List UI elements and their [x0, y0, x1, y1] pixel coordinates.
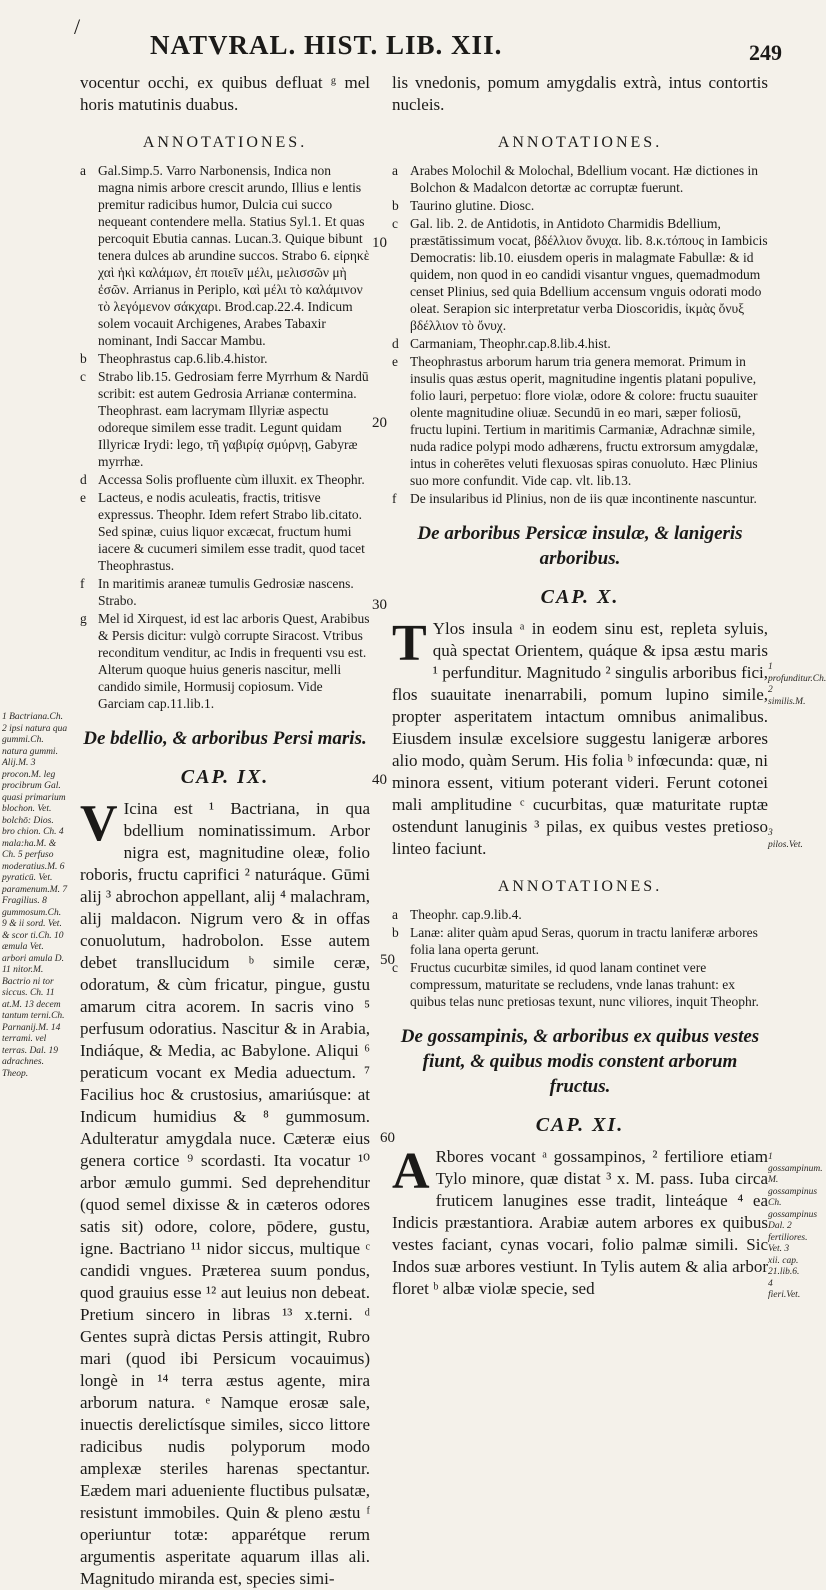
right-margin-notes-bottom: 1 gossampinum. M. gossampinus Ch. gossampinus Dal. 2 fertiliores. Vet. 3 xii. cap. 21.lib.6. 4 fieri.Vet.	[768, 1152, 823, 1300]
line-number: 60	[380, 1130, 395, 1146]
right-column	[392, 72, 768, 1300]
annotation-item: c Gal. lib. 2. de Antidotis, in Antidoto Charmidis Bdellium, præstātissimum vocat, βδέλλιον ὄνυχα. lib. 8.κ.τόπους in Iambicis Democratis: lib.10. eiusdem operis in malagmate Fabullæ: & id quidem, non quod in eo candidi visantur vngues, quemadmodum censet Plinius, sed quia Bdellium accensum vnguis odorati modo oleat. Serapion sic interpretatur verba Dioscoridis, ἰκμὰς ὄνυξ βδέλλιον τὸ ὄνυχ.	[392, 216, 768, 333]
annotation-item: a Gal.Simp.5. Varro Narbonensis, Indica non magna nimis arbore crescit arundo, Illius e lentis premitur radicibus humor, Dulcia cui succo nequeant contendere mella. Statius Syl.1. Et quas percoquit Ebutia cannas. Lucan.3. Quique bibunt tenera dulces ab arundine succos. Strabo 6. εἰρηκὲ χαὶ ἡκὶ καλάμων, ἐπ ποιεῖν μέλι, μελισσῶν μὴ ἐσῶν. Arrianus in Periplo, καὶ μέλι τὸ καλάμινον τὸ λεγόμενον σάκχαρι. Brod.cap.22.4. Indicum solem vocauit Archigenes, Arabes Tabaxir nominant, Indi Saccar Mambu.	[80, 163, 370, 348]
running-head: NATVRAL. HIST. LIB. XII.	[150, 30, 503, 60]
left-annotations-header: ANNOTATIONES.	[142, 134, 308, 151]
annotation-item: d Accessa Solis profluente cùm illuxit. ex Theophr.	[80, 472, 365, 487]
folio-number: 249	[749, 40, 782, 65]
left-opening-text: vocentur occhi, ex quibus defluat ᵍ mel horis matutinis duabus.	[80, 73, 370, 114]
annotation-item: d Carmaniam, Theophr.cap.8.lib.4.hist.	[392, 336, 611, 351]
chapter-xi-number: CAP. XI.	[535, 1114, 625, 1136]
left-margin-notes: 1 Bactriana.Ch. 2 ipsi natura qua gummi.Ch. natura gummi. Alij.M. 3 procon.M. leg procibrum Gal. quasi primarium blochon. Vet. bolchō: Dios. bro chion. Ch. 4 mala:ha.M. & Ch. 5 perfuso moderatius.M. 6 pyraticū. Vet. paramenum.M. 7 Fragilius. 8 gummosum.Ch. 9 & ii sord. Vet. & scor ti.Ch. 10 æmula Vet. arbori amula D. 11 nitor.M. Bactrio ni tor siccus. Ch. 11 at.M. 13 decem tantum terni.Ch. Parnanij.M. 14 terrami. vel terras. Dal. 19 adrachnes. Theop.	[2, 712, 68, 1079]
drop-cap: T	[392, 615, 427, 672]
annotation-item: f De insularibus id Plinius, non de iis quæ incontinente nascuntur.	[392, 491, 757, 506]
annotation-item: b Taurino glutine. Diosc.	[392, 198, 535, 213]
line-number: 40	[372, 772, 387, 788]
chapter-x-title: De arboribus Persicæ insulæ, & lanigeris arboribus.	[417, 523, 743, 569]
right-annotations-header: ANNOTATIONES.	[497, 134, 663, 151]
chapter-xi-body: A Rbores vocant ᵃ gossampinos, ² fertiliore etiam Tylo minore, quæ distat ³ x. M. pass. Iuba circa fruticem lanugines esse tradit, linteáque ⁴ ea Indicis præstantiora. Arabiæ autem arbores ex quibus vestes faciant, cynas vocari, folio palmæ simili. Sic Indos suæ arbores vestiunt. In Tylis autem & alia arbor floret ᵇ albæ violæ specie, sed	[392, 1143, 768, 1298]
annotation-item: a Arabes Molochil & Molochal, Bdellium vocant. Hæ dictiones in Bolchon & Madalcon detortæ ac corruptæ fuerunt.	[392, 163, 758, 195]
right-opening-text: lis vnedonis, pomum amygdalis extrà, intus contortis nucleis.	[392, 73, 768, 114]
right-annotations-list	[392, 162, 768, 507]
annotation-item: e Theophrastus arborum harum tria genera memorat. Primum in insulis quas æstus operit, magnitudine ingentis platani populive, folio lauri, perpetuo: flore violæ, odore & colore: fructu suauiter olente magnitudine oliuæ. Secundū in eo mari, sæper foliosū, fructu lupini. Tertium in maritimis Carmaniæ, Adrachnæ simile, nuda radice polypi modo adhærens, fructu extrorsum amygdalæ, intus in coherētes veluti flexuosas spiras conuoluto. Hæc Plinius suo more confundit. Vide cap. vlt. lib.13.	[392, 354, 759, 488]
annotation-item: b Lanæ: aliter quàm apud Seras, quorum in tractu laniferæ arbores folia lana operta gerunt.	[392, 925, 758, 957]
right-margin-notes-top: 1 profunditur.Ch. 2 similis.M.	[768, 662, 826, 707]
left-annotations-list	[80, 162, 370, 712]
chapter-ix-number: CAP. IX.	[180, 766, 270, 788]
line-number: 20	[372, 415, 387, 431]
line-number: 30	[372, 597, 387, 613]
chapter-x-body: T Ylos insula ᵃ in eodem sinu est, repleta syluis, quà spectat Orientem, quáque & ipsa æstu maris ¹ perfunditur. Magnitudo ² singulis arboribus fici, flos suauitate inenarrabili, pomum lupino simile, propter asperitatem intactum omnibus animalibus. Eiusdem insulæ excelsiore suggestu lanigeræ arbores alio modo, quàm Serum. His folia ᵇ infœcunda: quæ, ni minora essent, vitium poterant videri. Ferunt cotonei mali amplitudine ᶜ cucurbitas, quæ maturitate ruptæ ostendunt lanuginis ³ pilas, ex quibus vestes pretioso linteo faciunt.	[392, 615, 768, 858]
annotation-item: g Mel id Xirquest, id est lac arboris Quest, Arabibus & Persis dicitur: vulgò corrupte Siracost. Vtribus reconditum venditur, ac Indis in frequenti vsu est. Alterum quoque huius generis nascitur, melli candido simile, Hormusij copiosum. Vide Garciam cap.11.lib.1.	[80, 611, 370, 711]
annotation-item: c Fructus cucurbitæ similes, id quod lanam continet vere compressum, maturitate se recludens, vnde lanas trahunt: ex quibus telas nunc pretiosas texunt, nunc viliores, inquit Theophr.	[392, 960, 759, 1009]
line-number: 50	[380, 952, 395, 968]
annotation-item: a Theophr. cap.9.lib.4.	[392, 907, 522, 922]
drop-cap: V	[80, 795, 118, 852]
annotation-item: c Strabo lib.15. Gedrosiam ferre Myrrhum & Nardū scribit: est autem Gedrosia Arrianæ contermina. Theophrast. eam lacrymam Illyriæ aspectu odoreque similem esse tradit. Legunt quidam Illyricæ Irydi: lego, τῆ γαβιρίᾳ σμύρνῃ, Gabyræ myrrhæ.	[80, 369, 369, 469]
annotation-item: e Lacteus, e nodis aculeatis, fractis, tritisve expressus. Theophr. Idem refert Strabo lib.citato. Sed spinæ, cuius liquor excæcat, fructum humi iacere & cucumeri similem esse tradit, quod tacet Theophrastus.	[80, 490, 365, 573]
annotation-item: f In maritimis araneæ tumulis Gedrosiæ nascens. Strabo.	[80, 576, 354, 608]
right-annotations-header-2: ANNOTATIONES.	[497, 878, 663, 895]
left-column	[80, 72, 370, 1590]
annotation-item: b Theophrastus cap.6.lib.4.histor.	[80, 351, 268, 366]
line-number: 10	[372, 235, 387, 251]
chapter-xi-title: De gossampinis, & arboribus ex quibus vestes fiunt, & quibus modis constent arborum fructus.	[400, 1026, 760, 1097]
chapter-ix-title: De bdellio, & arboribus Persi maris.	[83, 728, 367, 749]
corner-mark: /	[74, 14, 81, 39]
chapter-ix-body: V Icina est ¹ Bactriana, in qua bdellium nominatissimum. Arbor nigra est, magnitudine oleæ, folio roboris, fructu caprifici ² naturáque. Gūmi alij ³ abrochon appellant, alij ⁴ malachram, alij maldacon. Nigrum vero & in offas conuolutum, hadrobolon. Esse autem debet transllucidum ᵇ simile ceræ, odoratum, & cùm fricatur, pingue, gustu amarum citra acorem. In sacris vino ⁵ perfusum odoratius. Nascitur & in Arabia, Indiáque, & Media, ac Babylone. Aliqui ⁶ peraticum vocant ex Media aduectum. ⁷ Facilius hoc & crustosius, amariúsque: at Indicum humidius & ⁸ gummosum. Adulteratur amygdala nuce. Cæteræ eius genera cortice ⁹ scordasti. Ita vocatur ¹⁰ arbor æmulo gummi. Sed deprehenditur (quod semel dixisse & in cæteros odores satis sit) odore, colore, pōdere, gustu, igne. Bactriano ¹¹ nidor siccus, multique ᶜ candidi vngues. Præterea suum pondus, quod grauius esse ¹² aut leuius non debeat. Pretium sincero in libras ¹³ x.terni. ᵈ Gentes suprà dictas Persis attingit, Rubro mari (quod ibi Persicum vocauimus) longè in ¹⁴ terra æstus agente, mira arborum natura. ᵉ Namque erosæ sale, inuectis derelictísque similes, sicco littore radicibus nudis polyporum modo amplexæ steriles harenas spectantur. Eædem mari adueniente fluctibus pulsatæ, resistunt immobiles. Quin & pleno æstu ᶠ operiuntur totæ: apparétque rerum argumentis asperitate aquarum illas ali. Magnitudo miranda est, species simi-	[80, 795, 370, 1588]
right-margin-notes-mid: 3 pilos.Vet.	[768, 828, 803, 850]
chapter-x-number: CAP. X.	[540, 586, 620, 608]
right-annotations-list-2	[392, 906, 768, 1010]
drop-cap: A	[392, 1143, 430, 1200]
